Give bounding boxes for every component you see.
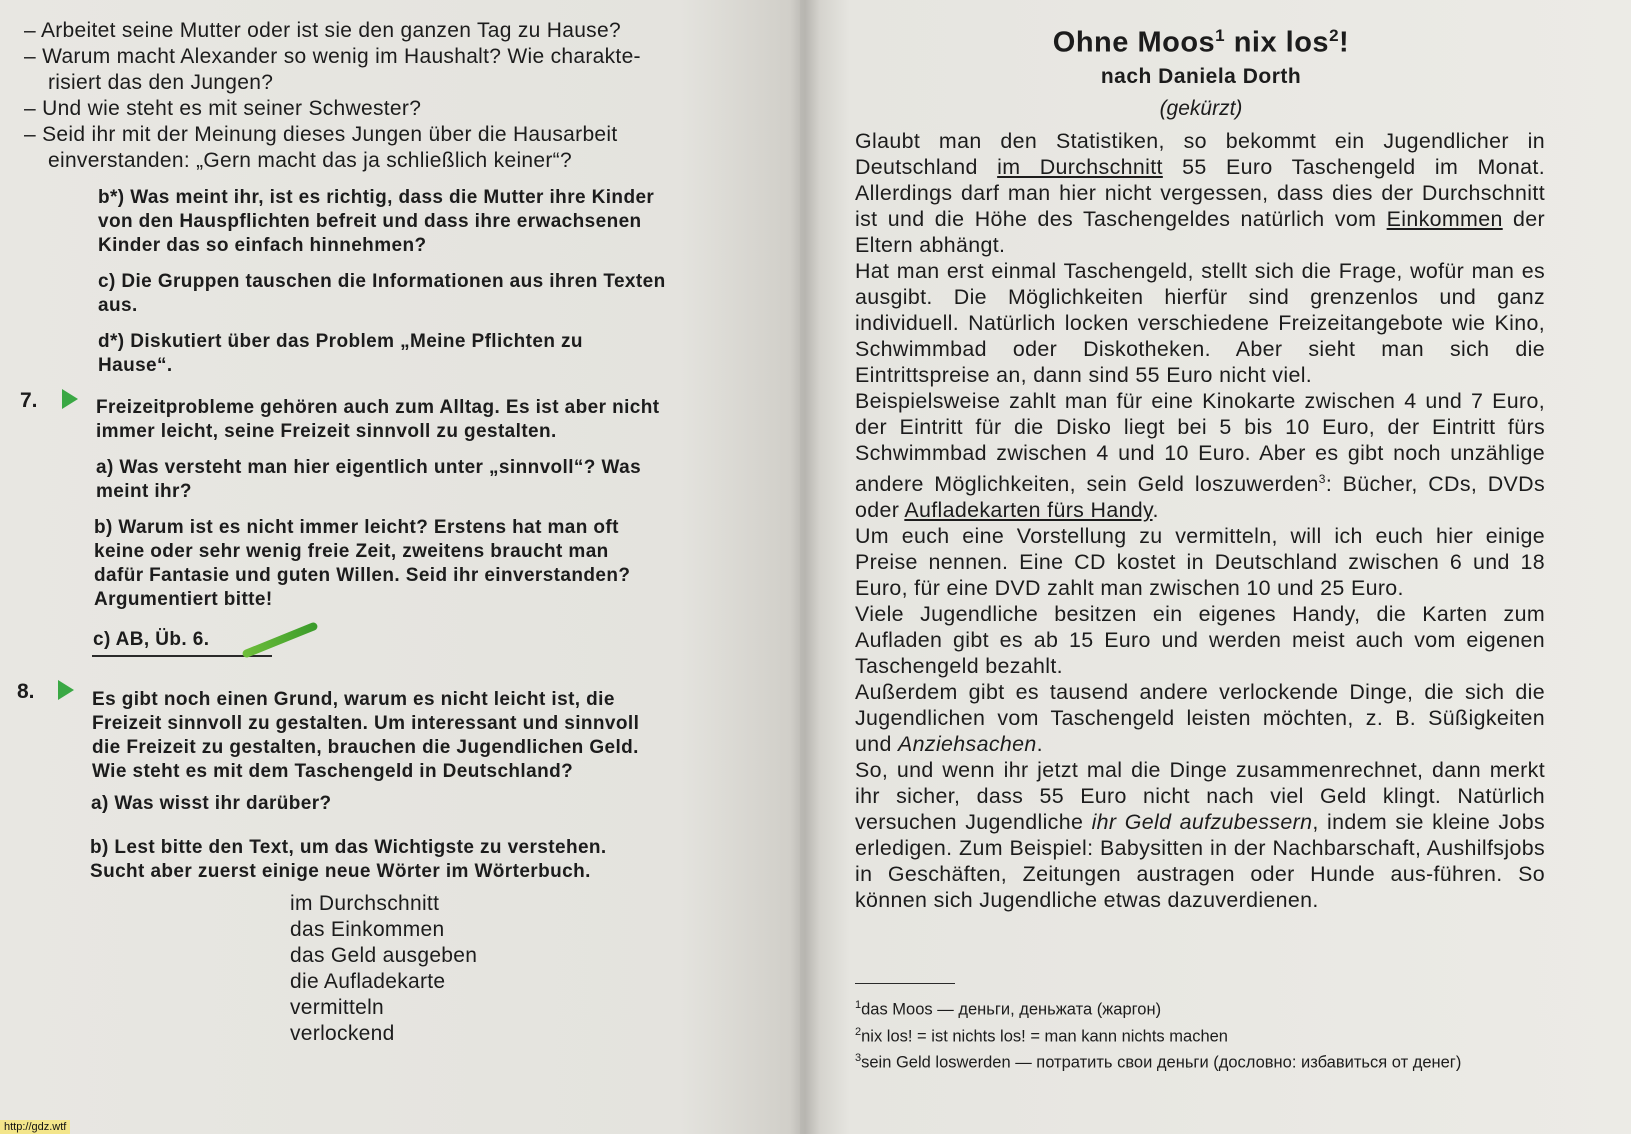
vocabulary-list [290, 891, 477, 1047]
task-b-star [98, 186, 718, 258]
article-body [855, 128, 1545, 913]
text-run: . [1152, 498, 1159, 523]
exercise-7-c: c) AB, Üb. 6. [93, 629, 210, 650]
task-d-star [98, 330, 718, 378]
vocab-item: die Aufladekarte [290, 970, 446, 993]
text-abridged-note: (gekürzt) [1159, 97, 1243, 120]
footnote-ref: 1 [1215, 26, 1226, 45]
vocab-item: vermitteln [290, 996, 385, 1019]
footnote [855, 1021, 1595, 1048]
footnote-ref: 3 [1318, 472, 1326, 486]
task-line: keine oder sehr wenig freie Zeit, zweitens braucht man [94, 541, 609, 562]
footnote-text: sein Geld loswerden — потратить свои деньги (дословно: избавиться от денег) [861, 1053, 1462, 1072]
text-run: 55 Euro Taschengeld im Monat. Allerdings darf man hier nicht vergessen, dass dies der Durchschnitt ist und die Höhe des Taschengeldes natürlich vom [855, 155, 1545, 231]
task-line: Freizeit sinnvoll zu gestalten. Um interessant und sinnvoll [92, 713, 640, 734]
exercise-7-b [94, 516, 714, 612]
task-line: Kinder das so einfach hinnehmen? [98, 235, 427, 256]
task-line: b*) Was meint ihr, ist es richtig, dass die Mutter ihre Kinder [98, 187, 655, 208]
footnote-text: das Moos — деньги, деньжата (жаргон) [861, 1000, 1162, 1019]
text-run: So, und wenn ihr jetzt mal die Dinge zusammenrechnet, dann merkt ihr sicher, dass 55 Euro nicht nach viel Geld klingt. Natürlich versuchen Jugendliche [855, 758, 1545, 835]
task-line: meint ihr? [96, 481, 192, 502]
footnote-number: 3 [855, 1052, 862, 1064]
task-line: die Freizeit zu gestalten, brauchen die Jugendlichen Geld. [92, 737, 639, 758]
text-run: Beispielsweise zahlt man für eine Kinokarte zwischen 4 und 7 Euro, der Eintritt für die Disko liegt bei 5 bis 10 Euro, der Eintritt fürs Schwimmbad zwischen 4 und 10 Euro. Aber es gibt noch unzählige andere Möglichkeiten, sein Geld loszuwerden [855, 389, 1545, 497]
exercise-7-intro [96, 396, 716, 444]
italic-term: Anziehsachen [898, 732, 1037, 757]
underlined-term: Einkommen [1386, 207, 1503, 231]
exercise-8-intro [92, 688, 712, 784]
vocab-item: im Durchschnitt [290, 892, 440, 915]
footnote-text: nix los! = ist nichts los! = man kann nichts machen [861, 1027, 1228, 1045]
footnote-number: 2 [855, 1025, 862, 1038]
exercise-8-number: 8. [17, 680, 35, 703]
play-triangle-icon [62, 389, 78, 409]
task-line: b) Warum ist es nicht immer leicht? Erstens hat man oft [94, 517, 619, 538]
exercise-7-number: 7. [20, 389, 38, 412]
text-run: : Bücher, CDs, DVDs oder [855, 472, 1545, 523]
task-line: c) Die Gruppen tauschen die Informationen aus ihren Texten [98, 271, 666, 292]
question-line: risiert das den Jungen? [48, 71, 274, 94]
vocab-item: das Geld ausgeben [290, 944, 478, 967]
question-line: einverstanden: „Gern macht das ja schließlich keiner“? [48, 149, 572, 172]
task-line: immer leicht, seine Freizeit sinnvoll zu gestalten. [96, 421, 557, 442]
watermark-link[interactable]: http://gdz.wtf [0, 1120, 70, 1134]
question-line: – Warum macht Alexander so wenig im Haushalt? Wie charakte- [24, 45, 641, 68]
text-run: der Eltern abhängt. [855, 207, 1545, 257]
vocab-item: das Einkommen [290, 918, 445, 941]
paragraph: Viele Jugendliche besitzen ein eigenes Handy, die Karten zum Aufladen gibt es ab 15 Euro und werden meist auch vom eigenen Taschengeld bezahlt. [855, 602, 1545, 679]
footnote-ref: 2 [1329, 26, 1340, 45]
text-run: Glaubt man den Statistiken, so bekommt ein Jugendlicher in Deutschland [855, 129, 1545, 179]
task-line: Es gibt noch einen Grund, warum es nicht leicht ist, die [92, 689, 615, 710]
paragraph [855, 388, 1545, 523]
question-line: – Und wie steht es mit seiner Schwester? [24, 97, 422, 120]
text-run: . [1036, 732, 1043, 757]
task-line: aus. [98, 295, 138, 316]
title-part: nix los [1225, 26, 1330, 59]
task-line: d*) Diskutiert über das Problem „Meine Pflichten zu [98, 331, 583, 352]
text-title [856, 26, 1546, 60]
task-line: a) Was versteht man hier eigentlich unter „sinnvoll“? Was [96, 457, 642, 478]
underlined-term: Aufladekarten fürs Handy [904, 498, 1153, 523]
underlined-term: im Durchschnitt [997, 155, 1163, 179]
footnotes [855, 994, 1595, 1074]
questions-block [24, 18, 724, 174]
title-part: ! [1339, 26, 1350, 59]
paragraph [855, 679, 1545, 757]
vocab-item: verlockend [290, 1022, 395, 1045]
footnote [855, 1047, 1595, 1074]
footnote-divider [855, 983, 955, 984]
right-page [800, 0, 1631, 1134]
exercise-8-a: a) Was wisst ihr darüber? [91, 793, 332, 814]
text-run: Außerdem gibt es tausend andere verlockende Dinge, die sich die Jugendlichen vom Taschengeld leisten möchten, z. B. Süßigkeiten und [855, 680, 1545, 757]
italic-term: ihr Geld aufzubessern [1091, 810, 1313, 835]
title-part: Ohne Moos [1052, 26, 1216, 59]
pencil-icon [241, 621, 318, 658]
task-line: Hause“. [98, 355, 173, 376]
text-author: nach Daniela Dorth [1100, 65, 1302, 88]
task-line: Argumentiert bitte! [94, 589, 273, 610]
footnote [855, 994, 1595, 1021]
paragraph: Hat man erst einmal Taschengeld, stellt sich die Frage, wofür man es ausgibt. Die Möglichkeiten hierfür sind grenzenlos und ganz individuell. Natürlich locken verschiedene Freizeitangebote wie Kino, Schwimmbad oder Diskotheken. Aber sieht man sich die Eintrittspreise an, dann sind 55 Euro nicht viel. [855, 259, 1545, 387]
book-gutter [790, 0, 820, 1134]
question-line: – Arbeitet seine Mutter oder ist sie den ganzen Tag zu Hause? [24, 19, 621, 42]
text-run: , indem sie kleine Jobs erledigen. Zum Beispiel: Babysitten in der Nachbarschaft, Aushilfsjobs in Geschäften, Zeitungen austragen oder Hunde aus-führen. So können sich Jugendliche etwas dazuverdienen. [855, 810, 1546, 913]
exercise-8-b [90, 836, 710, 884]
task-line: von den Hauspflichten befreit und dass ihre erwachsenen [98, 211, 642, 232]
paragraph [855, 128, 1545, 258]
exercise-7-a [96, 456, 716, 504]
task-line: Wie steht es mit dem Taschengeld in Deutschland? [92, 761, 574, 782]
play-triangle-icon [58, 680, 74, 700]
question-line: – Seid ihr mit der Meinung dieses Jungen über die Hausarbeit [24, 123, 618, 146]
task-line: Sucht aber zuerst einige neue Wörter im Wörterbuch. [90, 861, 591, 882]
paragraph [855, 757, 1545, 913]
task-c [98, 270, 718, 318]
footnote-number: 1 [855, 999, 862, 1011]
task-line: Freizeitprobleme gehören auch zum Alltag. Es ist aber nicht [96, 397, 660, 418]
left-page [0, 0, 800, 1134]
task-line: dafür Fantasie und guten Willen. Seid ihr einverstanden? [94, 565, 631, 586]
task-line: b) Lest bitte den Text, um das Wichtigste zu verstehen. [90, 837, 607, 858]
paragraph: Um euch eine Vorstellung zu vermitteln, will ich euch hier einige Preise nennen. Eine CD kostet in Deutschland zwischen 6 und 18 Euro, für eine DVD zahlt man zwischen 10 und 25 Euro. [855, 524, 1545, 601]
